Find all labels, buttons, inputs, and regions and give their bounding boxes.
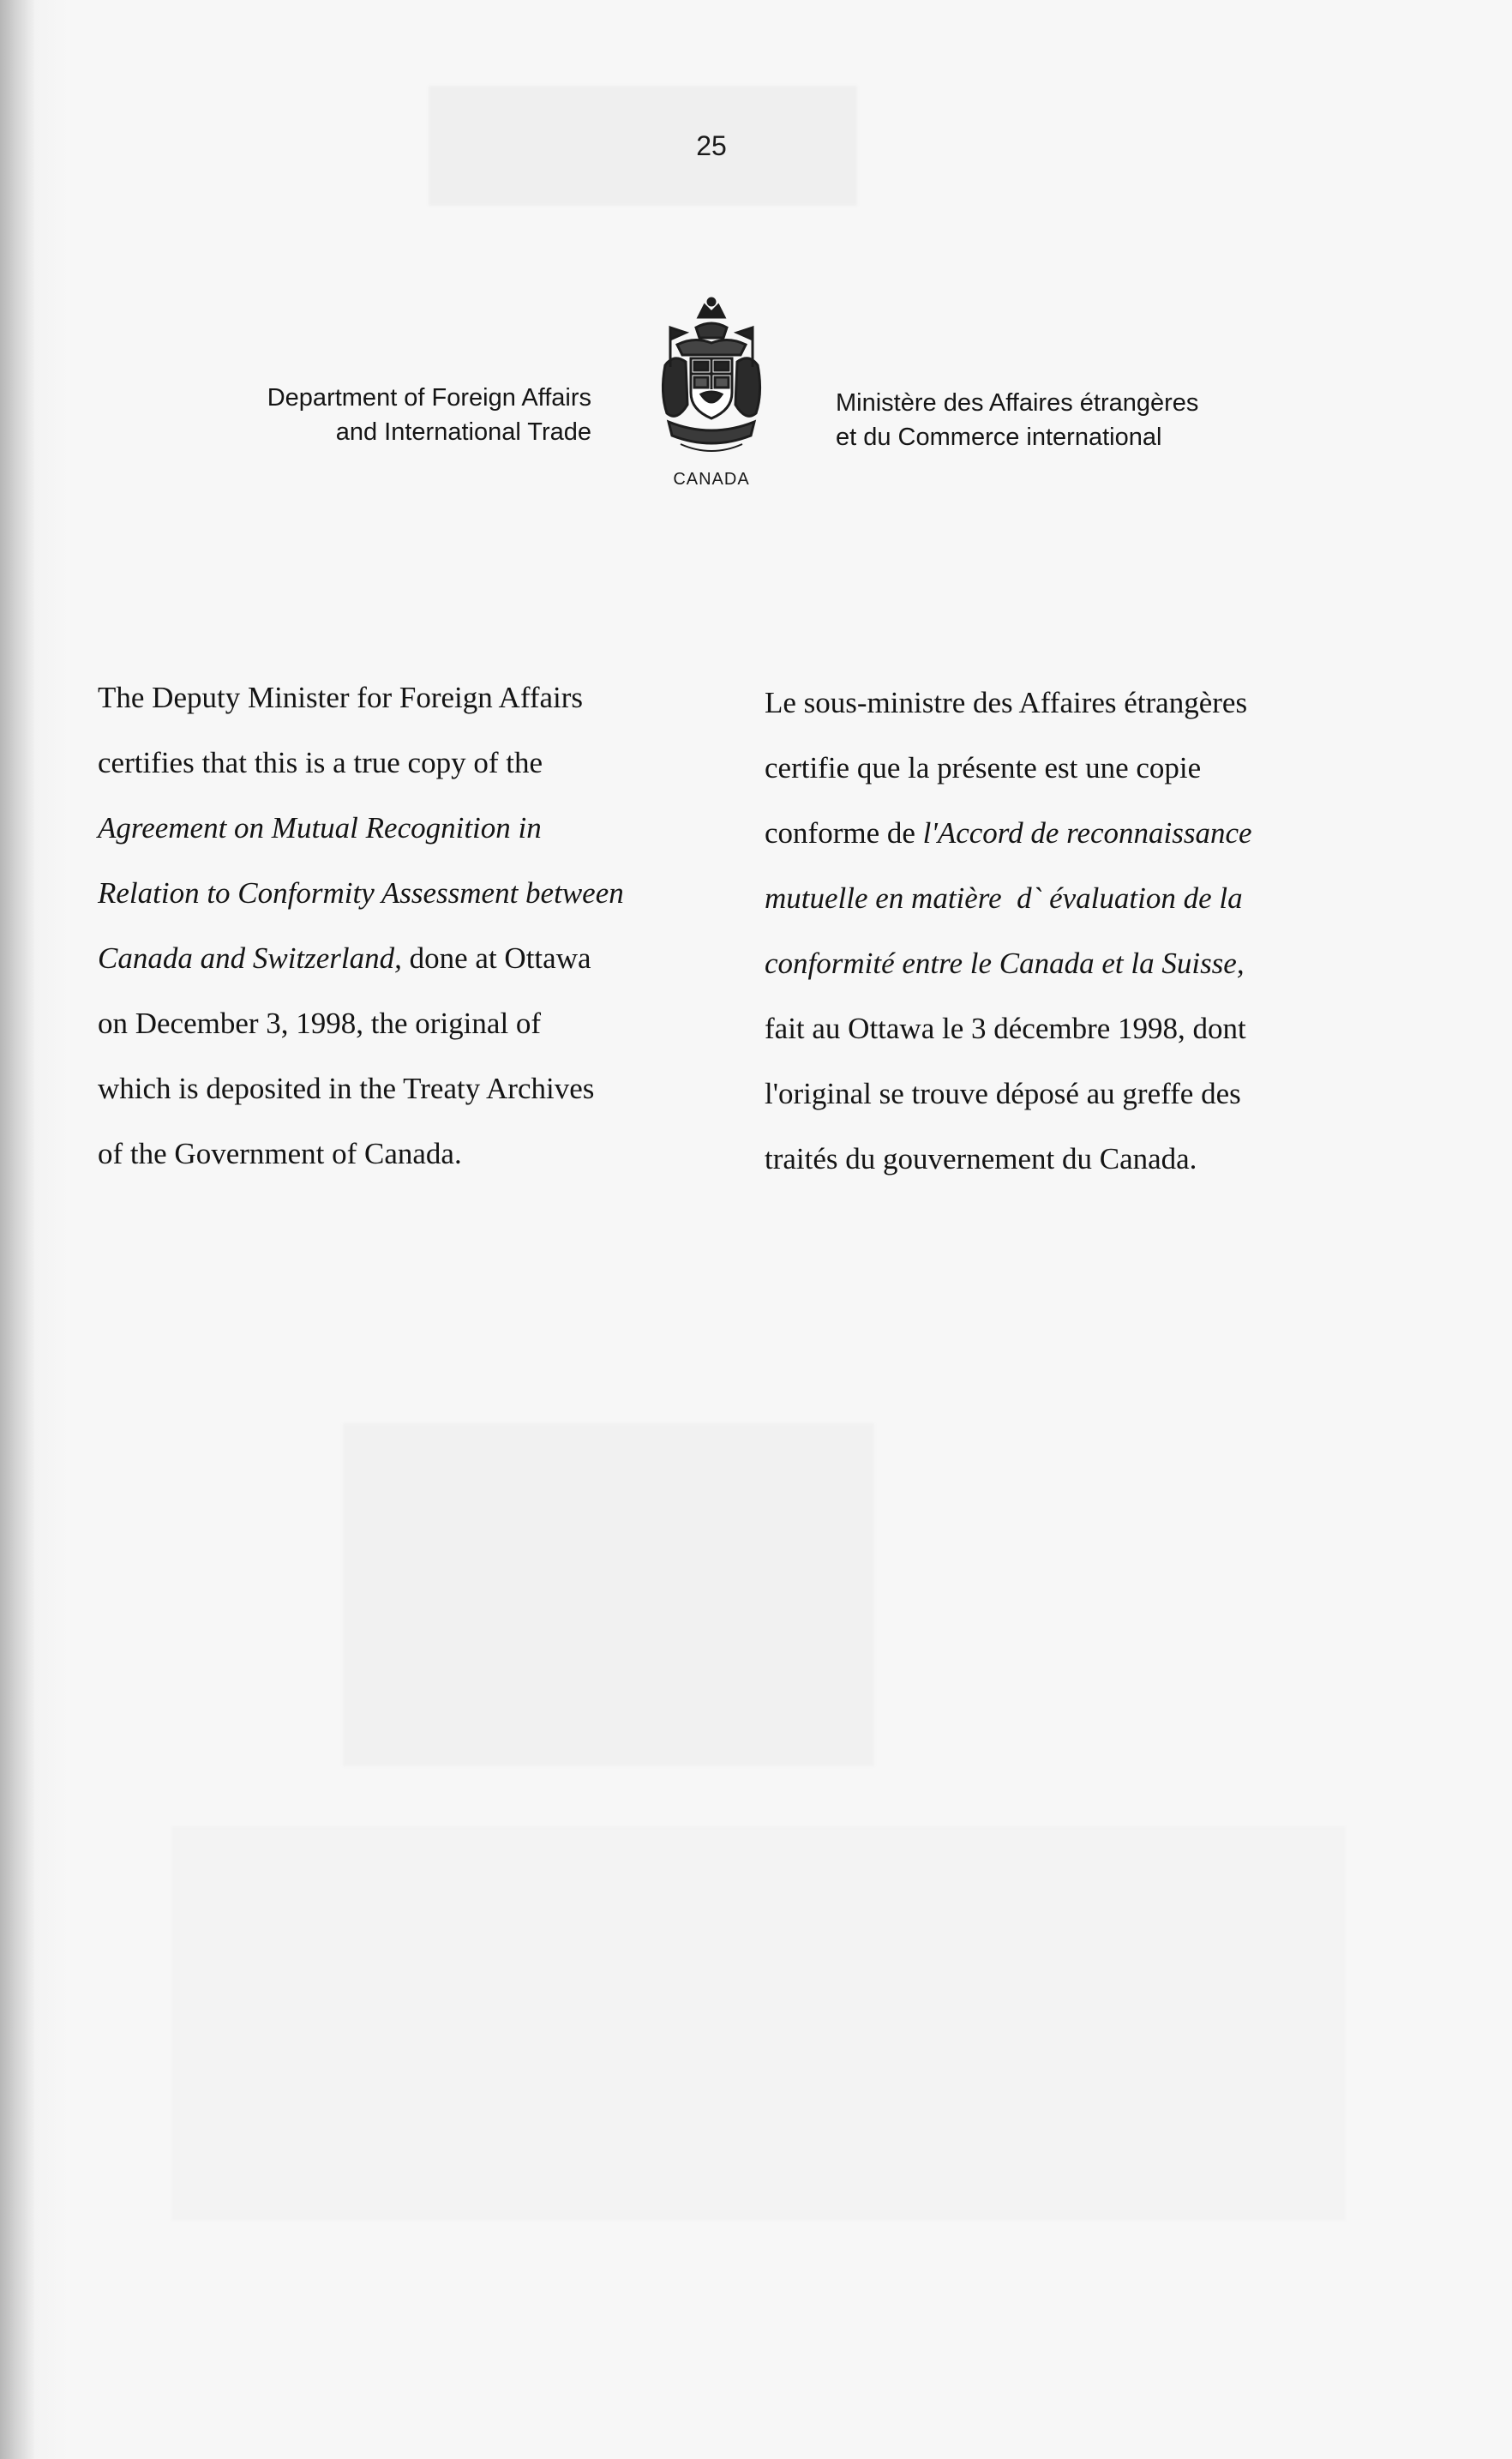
- text-line: l'original se trouve déposé au greffe des: [765, 1077, 1241, 1110]
- agreement-title-line: conformité entre le Canada et la Suisse,: [765, 947, 1245, 980]
- text-line: certifie que la présente est une copie: [765, 751, 1202, 785]
- department-line: et du Commerce international: [836, 424, 1162, 451]
- text-line: traités du gouvernement du Canada.: [765, 1142, 1197, 1175]
- text-line: fait au Ottawa le 3 décembre 1998, dont: [765, 1012, 1246, 1045]
- agreement-title-start: l'Accord de reconnaissance: [922, 816, 1252, 850]
- agreement-title-end: Canada and Switzerland,: [98, 941, 402, 975]
- binding-shadow: [0, 0, 34, 2459]
- certification-english: [98, 665, 698, 1187]
- text-line: certifies that this is a true copy of the: [98, 746, 543, 779]
- department-line: Department of Foreign Affairs: [267, 384, 591, 412]
- text-line: on December 3, 1998, the original of: [98, 1007, 542, 1040]
- department-line: Ministère des Affaires étrangères: [836, 389, 1199, 417]
- page-number: 25: [696, 130, 727, 161]
- text-line: The Deputy Minister for Foreign Affairs: [98, 681, 584, 714]
- text-line: conforme de l'Accord de reconnaissance: [765, 816, 1252, 850]
- text-line: Le sous-ministre des Affaires étrangères: [765, 686, 1248, 719]
- text-line: which is deposited in the Treaty Archives: [98, 1072, 595, 1105]
- department-line: and International Trade: [335, 418, 591, 446]
- agreement-title-line: Agreement on Mutual Recognition in: [98, 811, 542, 845]
- department-name-french: [836, 386, 1198, 454]
- certification-french: [765, 670, 1399, 1192]
- text-line: Canada and Switzerland, done at Ottawa: [98, 941, 591, 975]
- country-label: CANADA: [673, 470, 750, 489]
- coat-of-arms-icon: [651, 293, 771, 465]
- agreement-title-line: Relation to Conformity Assessment between: [98, 876, 624, 910]
- text-line: of the Government of Canada.: [98, 1137, 462, 1170]
- department-name-english: [267, 381, 591, 449]
- agreement-title-line: mutuelle en matière d` évaluation de la: [765, 881, 1243, 915]
